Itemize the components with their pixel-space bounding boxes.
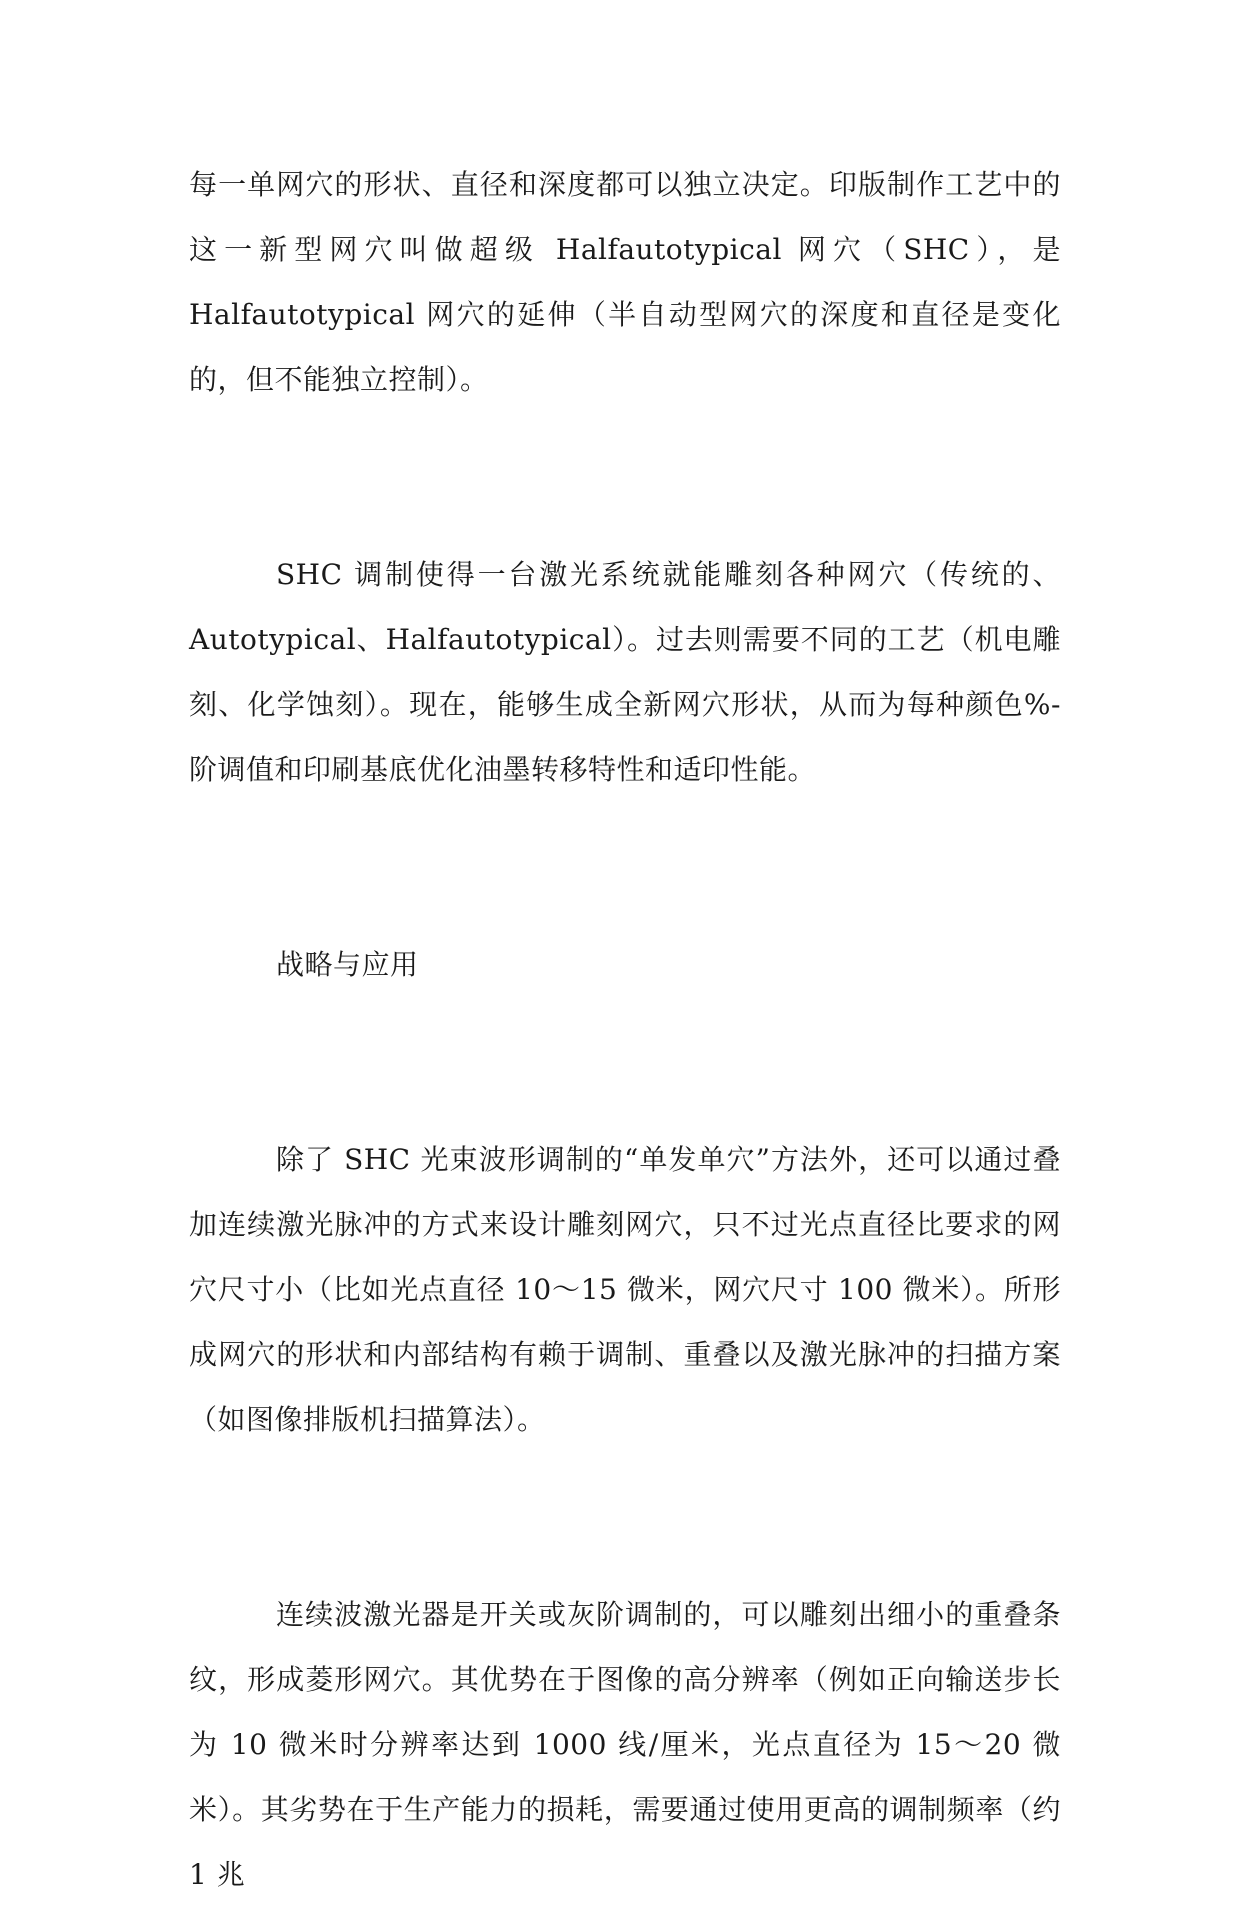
paragraph-gap [189,997,1061,1127]
paragraph-shc-modulation: SHC 调制使得一台激光系统就能雕刻各种网穴（传统的、Autotypical、Halfautotypical）。过去则需要不同的工艺（机电雕刻、化学蚀刻）。现在，能够生成全新网穴形状，从而为每种颜色%-阶调值和印刷基底优化油墨转移特性和适印性能。 [189,558,1061,786]
document-page [189,152,1061,1907]
paragraph-continuous-wave: 连续波激光器是开关或灰阶调制的，可以雕刻出细小的重叠条纹，形成菱形网穴。其优势在于图像的高分辨率（例如正向输送步长为 10 微米时分辨率达到 1000 线/厘米，光点直径为 15～20 微米）。其劣势在于生产能力的损耗，需要通过使用更高的调制频率（约 1 兆 [189,1598,1061,1891]
paragraph-laser-pulses: 除了 SHC 光束波形调制的“单发单穴”方法外，还可以通过叠加连续激光脉冲的方式来设计雕刻网穴，只不过光点直径比要求的网穴尺寸小（比如光点直径 10～15 微米，网穴尺寸 100 微米）。所形成网穴的形状和内部结构有赖于调制、重叠以及激光脉冲的扫描方案（如图像排版机扫描算法）。 [189,1143,1061,1436]
paragraph-gap [189,802,1061,932]
paragraph-gap [189,1452,1061,1582]
section-heading-strategy: 战略与应用 [276,948,419,981]
paragraph-shc-intro: 每一单网穴的形状、直径和深度都可以独立决定。印版制作工艺中的这一新型网穴叫做超级 Halfautotypical 网穴（SHC），是 Halfautotypical 网穴的延伸（半自动型网穴的深度和直径是变化的，但不能独立控制）。 [189,168,1061,396]
paragraph-gap [189,412,1061,542]
